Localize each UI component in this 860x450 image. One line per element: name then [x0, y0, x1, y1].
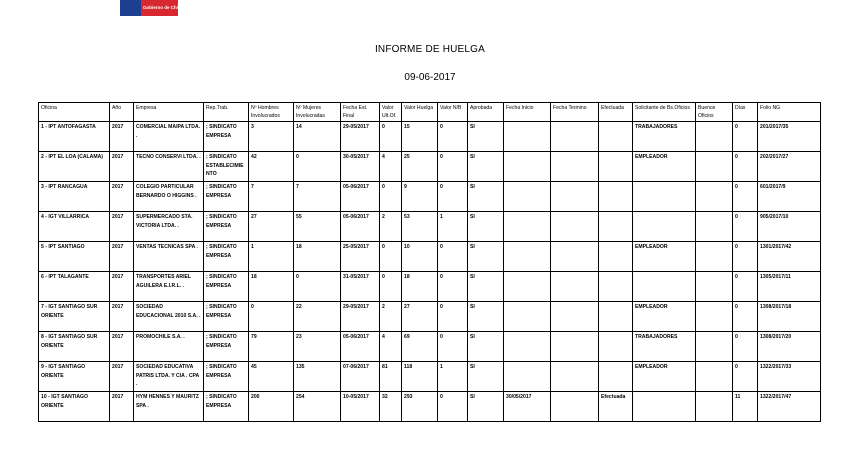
table-row	[39, 212, 821, 242]
table-cell: SI	[468, 272, 504, 302]
logo-blue-block	[120, 0, 141, 16]
table-cell: 0	[733, 362, 758, 392]
strike-report-table	[38, 102, 821, 422]
table-cell: 0	[733, 122, 758, 152]
column-header: Buenos Oficios	[696, 103, 733, 122]
table-cell: ; SINDICATO EMPRESA	[204, 392, 249, 422]
table-cell: HYM HENNES Y MAURITZ SPA .	[134, 392, 204, 422]
table-cell: EMPLEADOR	[633, 242, 696, 272]
table-cell: 2017	[110, 212, 134, 242]
table-cell: 4	[380, 152, 402, 182]
table-cell: 2017	[110, 272, 134, 302]
table-cell: 18	[249, 272, 294, 302]
table-cell: 25-05/2017	[341, 242, 380, 272]
table-cell	[504, 182, 551, 212]
table-cell	[633, 392, 696, 422]
table-cell	[633, 212, 696, 242]
table-cell: 15	[402, 122, 438, 152]
table-cell: COMERCIAL MAIPA LTDA. .	[134, 122, 204, 152]
logo-red-block	[141, 0, 182, 16]
column-header: Valor Huelga	[402, 103, 438, 122]
table-cell	[696, 242, 733, 272]
column-header: Oficina	[39, 103, 110, 122]
table-cell: 2	[380, 212, 402, 242]
table-cell: 9	[402, 182, 438, 212]
table-row	[39, 152, 821, 182]
table-row	[39, 122, 821, 152]
column-header: Fecha Inicio	[504, 103, 551, 122]
table-cell	[696, 392, 733, 422]
table-cell	[696, 362, 733, 392]
column-header: Fecha Termino	[551, 103, 599, 122]
table-cell: SI	[468, 152, 504, 182]
table-cell: 29-05/2017	[341, 122, 380, 152]
table-cell	[504, 212, 551, 242]
table-cell: 118	[402, 362, 438, 392]
table-cell: 4	[380, 332, 402, 362]
table-cell: 0	[438, 332, 468, 362]
table-cell	[551, 152, 599, 182]
column-header: Valor Ult.Of.	[380, 103, 402, 122]
table-cell: TECNO CONSERVI LTDA. .	[134, 152, 204, 182]
table-cell: 45	[249, 362, 294, 392]
table-cell: 53	[402, 212, 438, 242]
table-cell: 1322/2017/33	[758, 362, 821, 392]
table-cell: 1	[438, 362, 468, 392]
table-cell: VENTAS TECNICAS SPA .	[134, 242, 204, 272]
table-cell: 79	[249, 332, 294, 362]
table-cell: 29-05/2017	[341, 302, 380, 332]
table-cell: 27	[402, 302, 438, 332]
table-cell: ; SINDICATO EMPRESA	[204, 362, 249, 392]
table-cell: 69	[402, 332, 438, 362]
table-cell: COLEGIO PARTICULAR BERNARDO O HIGGINS .	[134, 182, 204, 212]
report-title: INFORME DE HUELGA	[374, 44, 486, 55]
table-cell: 1	[249, 242, 294, 272]
column-header: Efectuada	[599, 103, 633, 122]
table-cell	[551, 182, 599, 212]
table-cell: 1 - IPT ANTOFAGASTA	[39, 122, 110, 152]
table-cell: 10-05/2017	[341, 392, 380, 422]
table-row	[39, 392, 821, 422]
table-cell: SOCIEDAD EDUCATIVA PATRIS LTDA. Y CIA . CPA .	[134, 362, 204, 392]
table-cell: 0	[438, 242, 468, 272]
table-cell	[551, 242, 599, 272]
table-cell	[504, 302, 551, 332]
table-cell: EMPLEADOR	[633, 152, 696, 182]
column-header: Nº Mujeres Involucradas	[294, 103, 341, 122]
table-cell	[551, 362, 599, 392]
table-cell	[551, 392, 599, 422]
table-cell: 0	[438, 302, 468, 332]
column-header: Nº Hombres Involucrados	[249, 103, 294, 122]
table-cell: 202/2017/27	[758, 152, 821, 182]
table-cell: 0	[733, 302, 758, 332]
column-header: Días	[733, 103, 758, 122]
table-cell: 135	[294, 362, 341, 392]
table-cell	[599, 362, 633, 392]
column-header: Valor N/B	[438, 103, 468, 122]
table-cell: 10 - IGT SANTIAGO ORIENTE	[39, 392, 110, 422]
table-cell: 0	[438, 152, 468, 182]
gobierno-logo	[120, 0, 182, 16]
table-cell: 30/05/2017	[504, 392, 551, 422]
table-row	[39, 242, 821, 272]
table-cell: 2017	[110, 302, 134, 332]
table-cell	[599, 212, 633, 242]
table-cell: ; SINDICATO ESTABLECIMIENTO	[204, 152, 249, 182]
report-date: 09-06-2017	[404, 72, 456, 83]
table-cell: 0	[438, 182, 468, 212]
table-cell: SI	[468, 392, 504, 422]
table-cell	[504, 332, 551, 362]
table-cell: 2	[380, 302, 402, 332]
table-cell: SUPERMERCADO STA. VICTORIA LTDA. .	[134, 212, 204, 242]
table-cell: SI	[468, 182, 504, 212]
table-cell: 2017	[110, 122, 134, 152]
table-cell	[504, 242, 551, 272]
table-body	[39, 122, 821, 422]
table-row	[39, 362, 821, 392]
table-row	[39, 332, 821, 362]
table-cell: 293	[402, 392, 438, 422]
table-cell	[504, 122, 551, 152]
table-cell: ; SINDICATO EMPRESA	[204, 122, 249, 152]
table-cell	[599, 302, 633, 332]
table-cell: 2017	[110, 242, 134, 272]
table-cell	[551, 212, 599, 242]
table-cell: 0	[733, 152, 758, 182]
table-cell	[504, 272, 551, 302]
table-cell: 0	[294, 272, 341, 302]
table-cell	[696, 122, 733, 152]
column-header: Fecha Est. Final	[341, 103, 380, 122]
table-cell: 0	[438, 122, 468, 152]
table-cell: 0	[380, 182, 402, 212]
table-cell: 05-06/2017	[341, 212, 380, 242]
table-cell: 254	[294, 392, 341, 422]
table-cell: 31-05/2017	[341, 272, 380, 302]
table-cell: 0	[733, 182, 758, 212]
table-cell: 201/2017/35	[758, 122, 821, 152]
table-cell: 55	[294, 212, 341, 242]
table-cell: 07-06/2017	[341, 362, 380, 392]
table-row	[39, 302, 821, 332]
table-cell: 32	[380, 392, 402, 422]
table-cell: 3	[249, 122, 294, 152]
table-cell: 3 - IPT RANCAGUA	[39, 182, 110, 212]
table-cell: 0	[438, 392, 468, 422]
table-cell: 1	[438, 212, 468, 242]
table-cell: 0	[438, 272, 468, 302]
table-cell: 42	[249, 152, 294, 182]
table-cell: 0	[733, 212, 758, 242]
table-cell: 7	[294, 182, 341, 212]
table-cell: ; SINDICATO EMPRESA	[204, 182, 249, 212]
table-row	[39, 182, 821, 212]
table-cell: 30-05/2017	[341, 152, 380, 182]
logo-text: Gobierno de Chile	[143, 5, 182, 10]
table-cell: SI	[468, 332, 504, 362]
table-cell: 0	[733, 242, 758, 272]
table-cell: 0	[733, 332, 758, 362]
table-cell: 18	[402, 272, 438, 302]
table-cell: 0	[733, 272, 758, 302]
table-cell: 10	[402, 242, 438, 272]
table-cell	[696, 182, 733, 212]
table-cell: 7 - IGT SANTIAGO SUR ORIENTE	[39, 302, 110, 332]
table-cell: SI	[468, 212, 504, 242]
column-header: Aprobada	[468, 103, 504, 122]
table-cell: 2017	[110, 362, 134, 392]
table-cell: ; SINDICATO EMPRESA	[204, 272, 249, 302]
table-cell: 7	[249, 182, 294, 212]
table-cell	[599, 152, 633, 182]
table-cell: TRABAJADORES	[633, 122, 696, 152]
table-cell	[696, 212, 733, 242]
table-cell: 14	[294, 122, 341, 152]
table-cell	[633, 272, 696, 302]
table-cell	[633, 182, 696, 212]
table-cell	[551, 272, 599, 302]
table-cell: 0	[380, 242, 402, 272]
table-cell: PROMOCHILE S.A. .	[134, 332, 204, 362]
table-cell: 2 - IPT EL LOA (CALAMA)	[39, 152, 110, 182]
table-cell: 1308/2017/20	[758, 332, 821, 362]
table-cell: TRANSPORTES ARIEL AGUILERA E.I.R.L. .	[134, 272, 204, 302]
table-cell: TRABAJADORES	[633, 332, 696, 362]
table-cell: 2017	[110, 152, 134, 182]
table-cell	[504, 152, 551, 182]
table-cell: 1301/2017/42	[758, 242, 821, 272]
table-cell: 0	[249, 302, 294, 332]
table-cell	[551, 302, 599, 332]
table-row	[39, 272, 821, 302]
table-cell: SI	[468, 302, 504, 332]
table-cell	[696, 332, 733, 362]
table-cell: 1305/2017/11	[758, 272, 821, 302]
table-cell: 200	[249, 392, 294, 422]
table-cell: SI	[468, 362, 504, 392]
table-cell: 0	[294, 152, 341, 182]
column-header: Rep.Trab.	[204, 103, 249, 122]
table-cell: 23	[294, 332, 341, 362]
table-cell: SOCIEDAD EDUCACIONAL 2010 S.A. .	[134, 302, 204, 332]
table-cell: 8 - IGT SANTIAGO SUR ORIENTE	[39, 332, 110, 362]
column-header: Año	[110, 103, 134, 122]
table-cell: 27	[249, 212, 294, 242]
table-cell: 905/2017/10	[758, 212, 821, 242]
table-cell: EMPLEADOR	[633, 302, 696, 332]
table-cell: 05-06/2017	[341, 182, 380, 212]
table-cell: 81	[380, 362, 402, 392]
table-cell: 05-06/2017	[341, 332, 380, 362]
table-cell: SI	[468, 122, 504, 152]
table-cell: ; SINDICATO EMPRESA	[204, 242, 249, 272]
table-cell: 2017	[110, 332, 134, 362]
column-header: Folio NG	[758, 103, 821, 122]
table-cell: 1308/2017/18	[758, 302, 821, 332]
table-cell	[696, 302, 733, 332]
table-cell	[551, 332, 599, 362]
table-cell: 4 - IGT VILLARRICA	[39, 212, 110, 242]
table-cell: 2017	[110, 182, 134, 212]
table-cell	[551, 122, 599, 152]
table-cell: 1322/2017/47	[758, 392, 821, 422]
table-cell	[599, 182, 633, 212]
table-cell: EMPLEADOR	[633, 362, 696, 392]
table-header-row	[39, 103, 821, 122]
table-cell	[599, 242, 633, 272]
table-cell: SI	[468, 242, 504, 272]
table-cell	[599, 332, 633, 362]
table-cell: 0	[380, 122, 402, 152]
table-cell	[599, 272, 633, 302]
table-cell: ; SINDICATO EMPRESA	[204, 302, 249, 332]
table-cell: 25	[402, 152, 438, 182]
table-cell: 18	[294, 242, 341, 272]
table-cell: 22	[294, 302, 341, 332]
table-cell	[504, 362, 551, 392]
table-cell: 6 - IPT TALAGANTE	[39, 272, 110, 302]
table-cell: 11	[733, 392, 758, 422]
table-cell: 601/2017/9	[758, 182, 821, 212]
table-cell	[696, 152, 733, 182]
table-cell	[599, 122, 633, 152]
table-cell: 9 - IGT SANTIAGO ORIENTE	[39, 362, 110, 392]
table-cell: 2017	[110, 392, 134, 422]
column-header: Empresa	[134, 103, 204, 122]
table-cell: 5 - IPT SANTIAGO	[39, 242, 110, 272]
table-cell: ; SINDICATO EMPRESA	[204, 332, 249, 362]
column-header: Solicitante de Bs.Oficios	[633, 103, 696, 122]
table-cell: 0	[380, 272, 402, 302]
table-cell: Efectuada	[599, 392, 633, 422]
table-cell: ; SINDICATO EMPRESA	[204, 212, 249, 242]
table-cell	[696, 272, 733, 302]
